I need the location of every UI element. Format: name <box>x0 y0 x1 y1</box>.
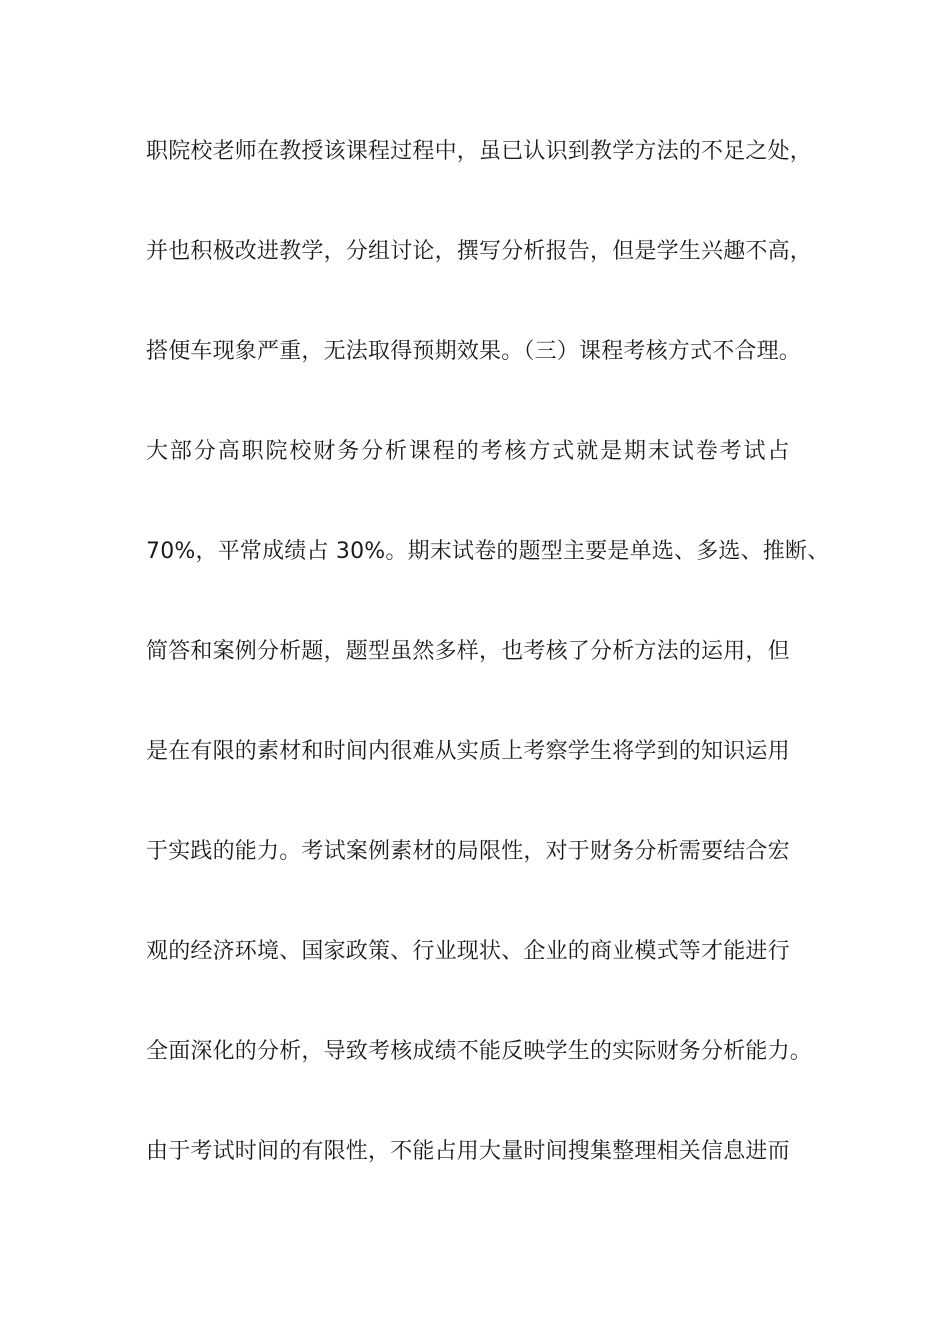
text-line: 是在有限的素材和时间内很难从实质上考察学生将学到的知识运用 <box>146 739 790 764</box>
text-line: 由于考试时间的有限性，不能占用大量时间搜集整理相关信息进而 <box>146 1139 790 1164</box>
text-line: 大部分高职院校财务分析课程的考核方式就是期末试卷考试占 <box>146 439 792 464</box>
text-line: 搭便车现象严重，无法取得预期效果。（三）课程考核方式不合理。 <box>146 339 802 364</box>
text-line: 70%，平常成绩占 30%。期末试卷的题型主要是单选、多选、推断、 <box>146 539 830 564</box>
text-line: 职院校老师在教授该课程过程中，虽已认识到教学方法的不足之处， <box>146 139 813 164</box>
text-line: 于实践的能力。考试案例素材的局限性，对于财务分析需要结合宏 <box>146 839 790 864</box>
text-line: 全面深化的分析，导致考核成绩不能反映学生的实际财务分析能力。 <box>146 1039 813 1064</box>
text-line: 观的经济环境、国家政策、行业现状、企业的商业模式等才能进行 <box>146 939 790 964</box>
text-line: 并也积极改进教学，分组讨论，撰写分析报告，但是学生兴趣不高， <box>146 239 813 264</box>
text-line: 简答和案例分析题，题型虽然多样，也考核了分析方法的运用，但 <box>146 639 790 664</box>
